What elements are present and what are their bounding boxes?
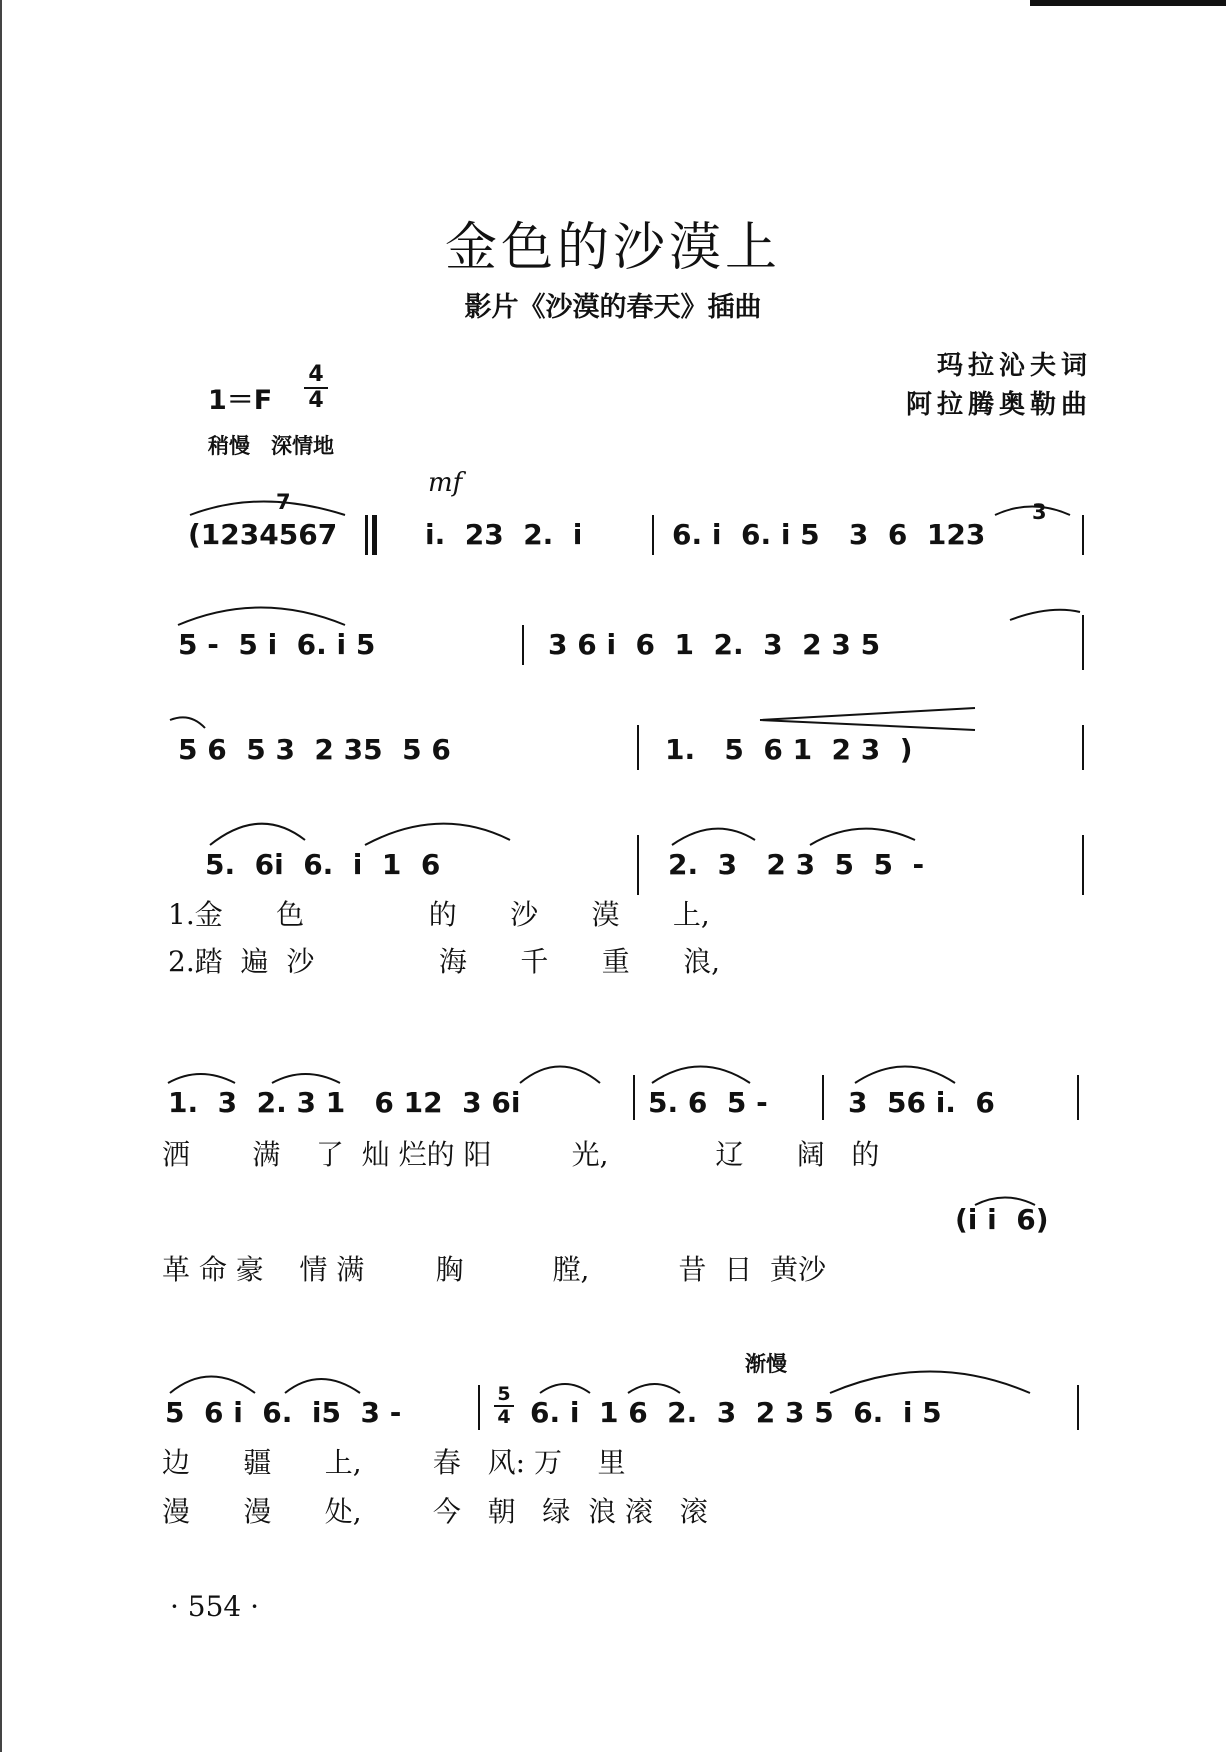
system-5-measure-2: 5. 6 5 - xyxy=(648,1086,768,1119)
composer-credit: 阿拉腾奥勒曲 xyxy=(905,390,1092,420)
system-5-lyrics-verse-2: 革 命 豪 情 满 胸 膛, 昔 日 黄沙 xyxy=(162,1253,827,1286)
system-2-measure-2: 3 6 i 6 1 2. 3 2 3 5 xyxy=(548,628,881,661)
lyricist-credit: 玛拉沁夫词 xyxy=(936,351,1092,381)
system-4-lyrics-verse-2: 2.踏 遍 沙 海 千 重 浪, xyxy=(168,945,721,978)
system-1-intro: (1234567 xyxy=(188,518,338,551)
system-3-measure-1: 5 6 5 3 2 35 5 6 xyxy=(178,733,451,766)
slur xyxy=(170,717,205,728)
time-signature-bottom: 4 xyxy=(308,388,324,413)
time-signature-top: 4 xyxy=(308,362,324,387)
tempo-change-marking: 渐慢 xyxy=(745,1352,787,1376)
system-4-lyrics-verse-1: 1.金 色 的 沙 漠 上, xyxy=(168,898,710,931)
slur xyxy=(652,1067,750,1084)
song-subtitle: 影片《沙漠的春天》插曲 xyxy=(464,292,762,323)
tuplet-bracket-3 xyxy=(995,507,1070,516)
key-signature: 1＝F xyxy=(208,385,273,416)
slur xyxy=(855,1067,955,1084)
slur xyxy=(830,1372,1030,1394)
system-6-measure-2: 6. i 1 6 2. 3 2 3 5 6. i 5 xyxy=(530,1396,942,1429)
measure-time-signature-bottom: 4 xyxy=(497,1406,511,1428)
system-3-measure-2: 1. 5 6 1 2 3 ) xyxy=(665,733,913,766)
system-4-measure-2: 2. 3 2 3 5 5 - xyxy=(668,848,925,881)
slur xyxy=(178,608,345,626)
system-6-measure-1: 5 6 i 6. i5 3 - xyxy=(165,1396,402,1429)
slur xyxy=(210,824,305,845)
slur xyxy=(672,829,755,845)
dynamic-marking: mf xyxy=(428,468,463,498)
slur xyxy=(1010,610,1080,620)
crescendo-hairpin xyxy=(760,708,975,730)
slur xyxy=(810,829,915,845)
tuplet-7-label: 7 xyxy=(276,490,291,514)
slur xyxy=(365,824,510,845)
alternate-notes: (i i 6) xyxy=(955,1203,1049,1236)
slur xyxy=(272,1074,340,1083)
system-4-measure-1: 5. 6i 6. i 1 6 xyxy=(205,848,441,881)
system-5-measure-1: 1. 3 2. 3 1 6 12 3 6i xyxy=(168,1086,521,1119)
measure-time-signature-top: 5 xyxy=(497,1383,511,1405)
system-1-measure-2: 6. i 6. i 5 3 6 123 xyxy=(672,518,986,551)
slur xyxy=(170,1377,255,1394)
system-2-measure-1: 5 - 5 i 6. i 5 xyxy=(178,628,376,661)
slur xyxy=(285,1379,360,1393)
slur xyxy=(628,1384,680,1393)
tempo-marking: 稍慢 深情地 xyxy=(208,434,334,458)
system-6-lyrics-verse-1: 边 疆 上, 春 风: 万 里 xyxy=(162,1446,626,1479)
song-title: 金色的沙漠上 xyxy=(444,218,781,278)
slur xyxy=(975,1198,1035,1206)
tuplet-3-label: 3 xyxy=(1032,500,1047,524)
slur xyxy=(168,1074,235,1083)
system-6-lyrics-verse-2: 漫 漫 处, 今 朝 绿 浪 滚 滚 xyxy=(162,1495,708,1528)
system-5-measure-3: 3 56 i. 6 xyxy=(848,1086,995,1119)
page-number: · 554 · xyxy=(170,1590,260,1623)
system-1-measure-1: i. 23 2. i xyxy=(425,518,583,551)
slur xyxy=(520,1067,600,1084)
system-5-lyrics-verse-1: 洒 满 了 灿 烂的 阳 光, 辽 阔 的 xyxy=(162,1138,880,1171)
slur xyxy=(540,1384,590,1393)
tuplet-bracket-7 xyxy=(190,502,345,516)
